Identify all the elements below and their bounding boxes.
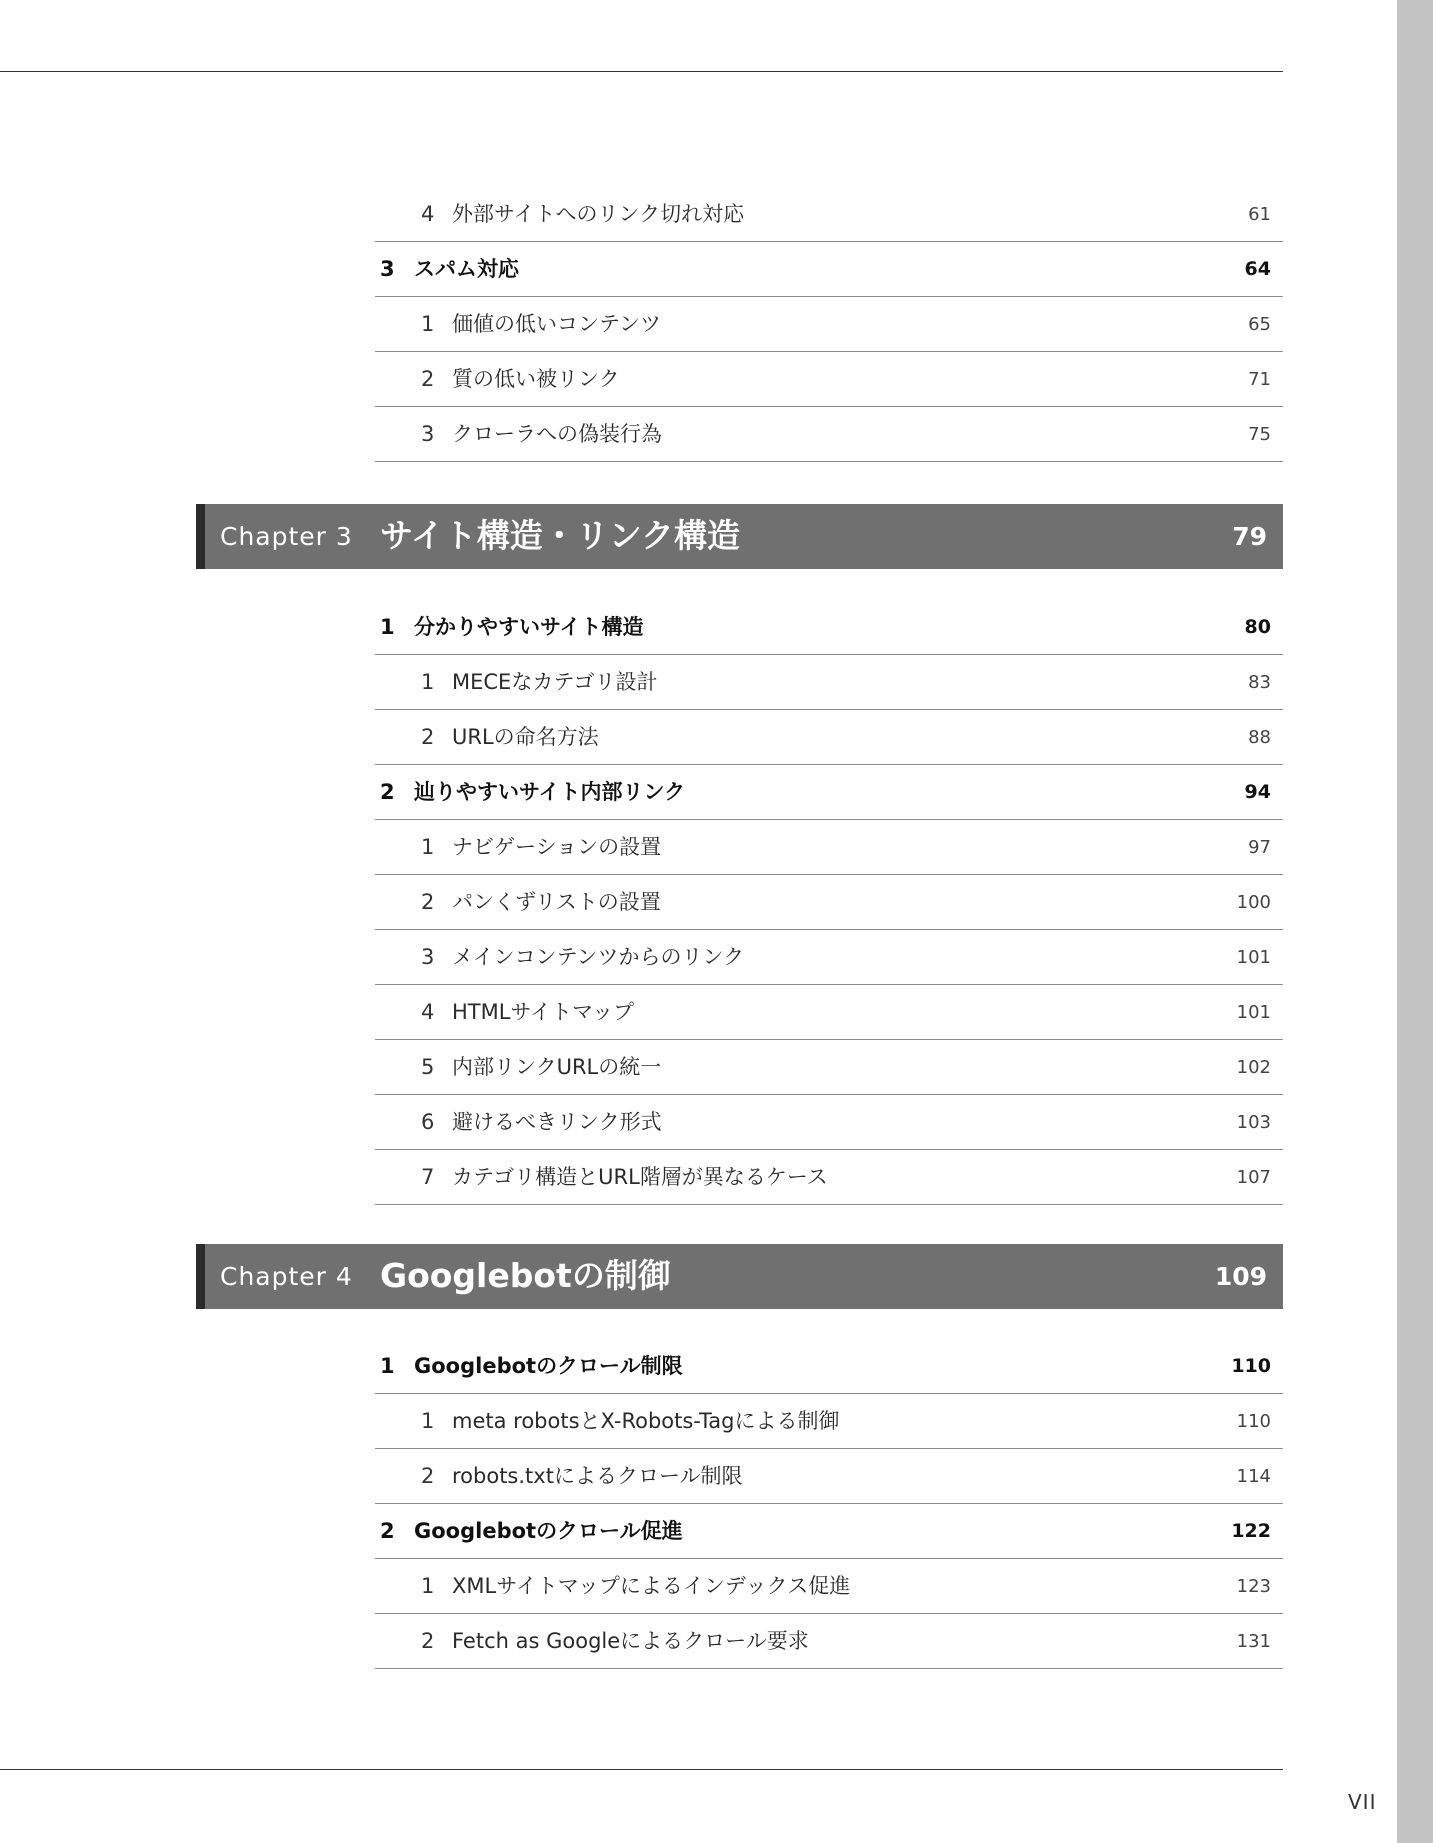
- entry-number: 2: [421, 890, 435, 914]
- entry-number: 1: [421, 1574, 435, 1598]
- toc-entry-sub[interactable]: [375, 1394, 1283, 1449]
- entry-number: 2: [421, 367, 435, 391]
- toc-entry-sub[interactable]: [375, 710, 1283, 765]
- chapter-page: 109: [1214, 1262, 1267, 1291]
- section-page: 80: [1244, 616, 1271, 638]
- chapter-title: サイト構造・リンク構造: [380, 516, 741, 555]
- entry-page: 107: [1236, 1167, 1271, 1188]
- section-title: 分かりやすいサイト構造: [414, 615, 644, 639]
- entry-title: XMLサイトマップによるインデックス促進: [452, 1574, 851, 1598]
- toc-entry-sub[interactable]: [375, 930, 1283, 985]
- entry-number: 6: [421, 1110, 435, 1134]
- section-number: 2: [380, 780, 395, 804]
- toc-entry-section[interactable]: [375, 600, 1283, 655]
- toc-entry-sub[interactable]: [375, 1614, 1283, 1669]
- section-title: Googlebotのクロール促進: [414, 1519, 683, 1543]
- page-number: VII: [1348, 1790, 1377, 1814]
- entry-page: 97: [1248, 837, 1271, 858]
- entry-title: ナビゲーションの設置: [452, 835, 662, 859]
- entry-title: パンくずリストの設置: [452, 890, 661, 914]
- entry-number: 3: [421, 945, 435, 969]
- chapter-3-banner[interactable]: [196, 504, 1283, 569]
- entry-title: 外部サイトへのリンク切れ対応: [452, 202, 745, 226]
- entry-page: 114: [1236, 1466, 1271, 1487]
- entry-page: 65: [1248, 314, 1271, 335]
- chapter-title: Googlebotの制御: [380, 1256, 671, 1295]
- toc-entry-sub[interactable]: [375, 820, 1283, 875]
- entry-page: 123: [1236, 1576, 1271, 1597]
- section-number: 1: [380, 615, 395, 639]
- toc-entry-sub[interactable]: [375, 655, 1283, 710]
- entry-title: メインコンテンツからのリンク: [452, 945, 745, 969]
- entry-number: 3: [421, 422, 435, 446]
- entry-page: 101: [1236, 1002, 1271, 1023]
- entry-title: カテゴリ構造とURL階層が異なるケース: [452, 1165, 828, 1189]
- entry-title: クローラへの偽装行為: [452, 422, 662, 446]
- toc-entry-sub[interactable]: [375, 1559, 1283, 1614]
- toc-entry-section[interactable]: [375, 242, 1283, 297]
- bottom-rule: [0, 1769, 1283, 1770]
- entry-number: 5: [421, 1055, 435, 1079]
- entry-page: 131: [1236, 1631, 1271, 1652]
- section-number: 2: [380, 1519, 395, 1543]
- entry-number: 1: [421, 1409, 435, 1433]
- chapter-label: Chapter 3: [220, 522, 353, 551]
- toc-entry-section[interactable]: [375, 1504, 1283, 1559]
- toc-entry-sub[interactable]: [375, 875, 1283, 930]
- toc-entry-sub[interactable]: [375, 297, 1283, 352]
- entry-page: 102: [1236, 1057, 1271, 1078]
- toc-entry-sub[interactable]: [375, 1150, 1283, 1205]
- entry-number: 4: [421, 202, 435, 226]
- entry-page: 103: [1236, 1112, 1271, 1133]
- section-page: 110: [1231, 1355, 1271, 1377]
- entry-page: 61: [1248, 204, 1271, 225]
- entry-number: 7: [421, 1165, 435, 1189]
- entry-number: 1: [421, 312, 435, 336]
- section-number: 1: [380, 1354, 395, 1378]
- entry-title: MECEなカテゴリ設計: [452, 670, 658, 694]
- entry-page: 88: [1248, 727, 1271, 748]
- entry-page: 100: [1236, 892, 1271, 913]
- entry-title: meta robotsとX-Robots-Tagによる制御: [452, 1409, 840, 1433]
- section-title: 辿りやすいサイト内部リンク: [414, 780, 686, 804]
- entry-title: 内部リンクURLの統一: [452, 1055, 662, 1079]
- section-page: 122: [1231, 1520, 1271, 1542]
- entry-number: 2: [421, 1464, 435, 1488]
- chapter-label: Chapter 4: [220, 1262, 353, 1291]
- entry-title: 価値の低いコンテンツ: [452, 312, 661, 336]
- entry-title: HTMLサイトマップ: [452, 1000, 635, 1024]
- entry-title: robots.txtによるクロール制限: [452, 1464, 743, 1488]
- entry-page: 101: [1236, 947, 1271, 968]
- entry-title: 避けるべきリンク形式: [452, 1110, 662, 1134]
- entry-number: 1: [421, 670, 435, 694]
- entry-page: 75: [1248, 424, 1271, 445]
- toc-entry-section[interactable]: [375, 1339, 1283, 1394]
- section-page: 94: [1244, 781, 1271, 803]
- toc-entry-sub[interactable]: [375, 1449, 1283, 1504]
- toc-entry-sub[interactable]: [375, 1040, 1283, 1095]
- section-title: スパム対応: [414, 257, 519, 281]
- toc-entry-sub[interactable]: [375, 985, 1283, 1040]
- chapter-4-banner[interactable]: [196, 1244, 1283, 1309]
- entry-number: 2: [421, 1629, 435, 1653]
- toc-entry-sub[interactable]: [375, 1095, 1283, 1150]
- entry-title: URLの命名方法: [452, 725, 599, 749]
- entry-page: 110: [1236, 1411, 1271, 1432]
- entry-title: 質の低い被リンク: [452, 367, 620, 391]
- entry-number: 4: [421, 1000, 435, 1024]
- chapter-page: 79: [1232, 522, 1267, 551]
- entry-page: 83: [1248, 672, 1271, 693]
- entry-title: Fetch as Googleによるクロール要求: [452, 1629, 809, 1653]
- entry-number: 2: [421, 725, 435, 749]
- toc-entry-sub[interactable]: [375, 187, 1283, 242]
- toc-entry-sub[interactable]: [375, 352, 1283, 407]
- section-page: 64: [1244, 258, 1271, 280]
- toc-entry-section[interactable]: [375, 765, 1283, 820]
- section-number: 3: [380, 257, 395, 281]
- section-title: Googlebotのクロール制限: [414, 1354, 683, 1378]
- toc-entry-sub[interactable]: [375, 407, 1283, 462]
- entry-page: 71: [1248, 369, 1271, 390]
- entry-number: 1: [421, 835, 435, 859]
